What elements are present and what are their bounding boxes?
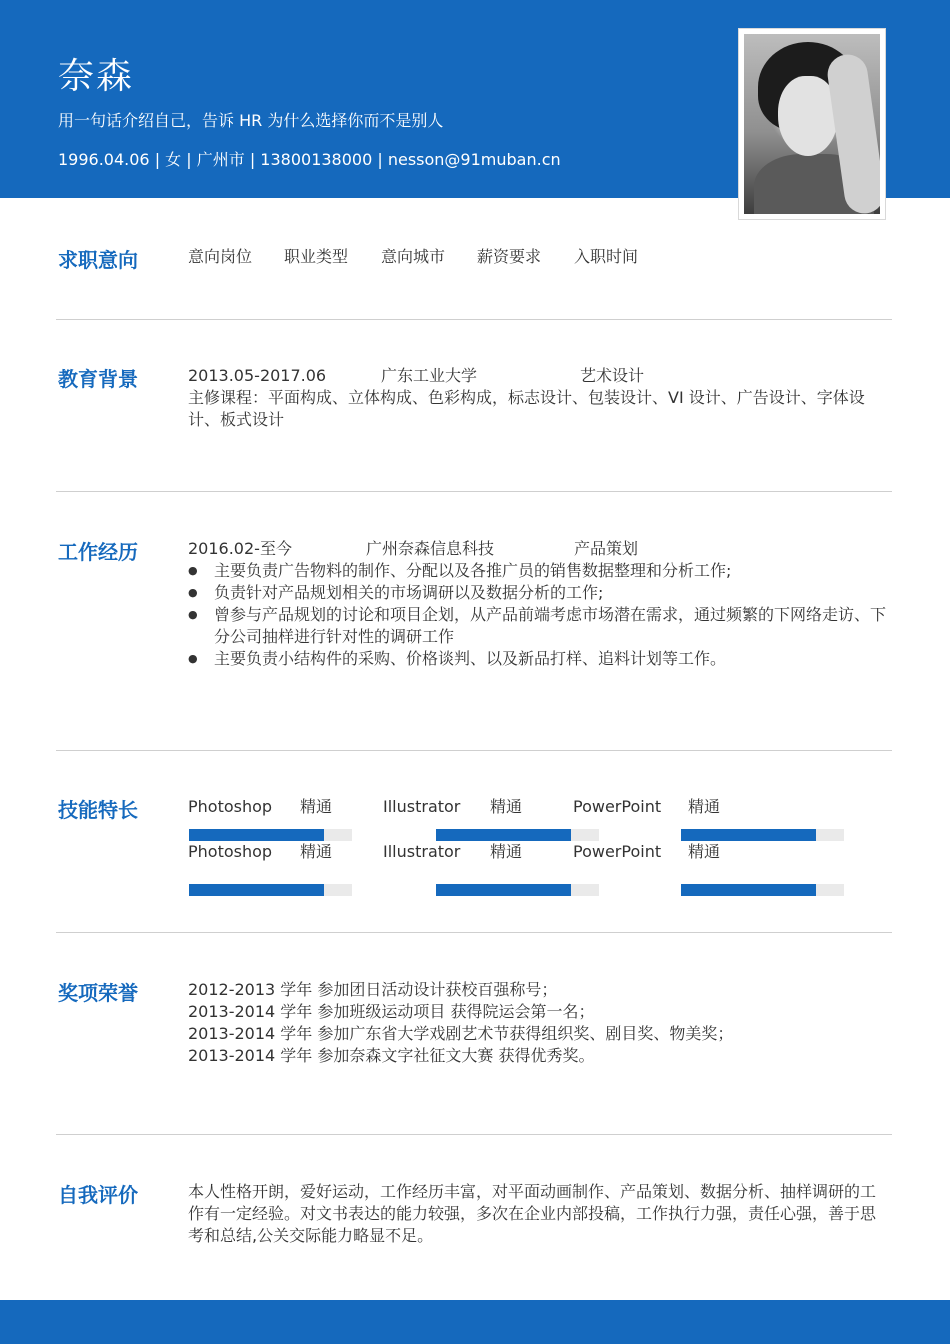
divider <box>56 1134 892 1135</box>
award-line: 2013-2014 学年 参加奈森文字社征文大赛 获得优秀奖。 <box>188 1046 595 1065</box>
candidate-name: 奈森 <box>58 56 135 97</box>
section-title-self-evaluation: 自我评价 <box>58 1183 138 1207</box>
candidate-slogan: 用一句话介绍自己，告诉 HR 为什么选择你而不是别人 <box>58 111 444 130</box>
skill-name: Illustrator <box>383 797 461 816</box>
skill-name: Photoshop <box>188 842 273 861</box>
award-line: 2013-2014 学年 参加班级运动项目 获得院运会第一名； <box>188 1002 595 1021</box>
education-period: 2013.05-2017.06 <box>188 366 327 385</box>
skill-bar <box>189 829 352 841</box>
work-duty-item: ● 曾参与产品规划的讨论和项目企划，从产品前端考虑市场潜在需求，通过频繁的下网络走访、下分公司抽样进行针对性的调研工作 <box>188 604 888 648</box>
section-title-awards: 奖项荣誉 <box>58 981 138 1005</box>
intent-type: 职业类型 <box>284 247 349 266</box>
education-school: 广东工业大学 <box>381 366 478 385</box>
profile-photo <box>738 28 886 220</box>
skill-bar <box>189 884 352 896</box>
award-line: 2013-2014 学年 参加广东省大学戏剧艺术节获得组织奖、剧目奖、物美奖； <box>188 1024 734 1043</box>
intent-salary: 薪资要求 <box>477 247 542 266</box>
skill-bar <box>436 829 599 841</box>
skill-name: Photoshop <box>188 797 273 816</box>
work-duties-list <box>188 560 888 670</box>
work-duty-item: ● 主要负责小结构件的采购、价格谈判、以及新品打样、追料计划等工作。 <box>188 648 888 670</box>
work-period: 2016.02-至今 <box>188 539 292 558</box>
work-duty-item: ● 主要负责广告物料的制作、分配以及各推广员的销售数据整理和分析工作; <box>188 560 888 582</box>
skill-level: 精通 <box>688 797 721 816</box>
contact-info: 1996.04.06 | 女 | 广州市 | 13800138000 | nesson@91muban.cn <box>58 150 561 169</box>
skill-level: 精通 <box>688 842 721 861</box>
section-title-education: 教育背景 <box>58 367 138 391</box>
intent-start-date: 入职时间 <box>574 247 639 266</box>
skill-bar <box>681 829 844 841</box>
portrait-image <box>744 34 880 214</box>
work-position: 产品策划 <box>574 539 639 558</box>
skill-bar-fill <box>436 829 571 841</box>
skill-bar-fill <box>436 884 571 896</box>
skill-bar-fill <box>189 884 324 896</box>
divider <box>56 750 892 751</box>
skill-name: PowerPoint <box>573 797 662 816</box>
skill-bar-fill <box>681 884 816 896</box>
education-major: 艺术设计 <box>580 366 645 385</box>
skill-bar-fill <box>189 829 324 841</box>
section-title-intent: 求职意向 <box>58 248 138 272</box>
skill-bar <box>681 884 844 896</box>
section-title-skills: 技能特长 <box>58 798 138 822</box>
award-line: 2012-2013 学年 参加团日活动设计获校百强称号； <box>188 980 558 999</box>
footer-banner <box>0 1300 950 1344</box>
skill-bar <box>436 884 599 896</box>
work-duty-item: ● 负责针对产品规划相关的市场调研以及数据分析的工作; <box>188 582 888 604</box>
divider <box>56 491 892 492</box>
intent-position: 意向岗位 <box>188 247 253 266</box>
divider <box>56 932 892 933</box>
intent-city: 意向城市 <box>381 247 446 266</box>
skill-level: 精通 <box>490 797 523 816</box>
skill-level: 精通 <box>300 797 333 816</box>
section-title-work: 工作经历 <box>58 540 138 564</box>
self-evaluation-text: 本人性格开朗，爱好运动，工作经历丰富，对平面动画制作、产品策划、数据分析、抽样调研的工作有一定经验。对文书表达的能力较强，多次在企业内部投稿，工作执行力强，责任心强，善于思考和总结,公关交际能力略显不足。 <box>188 1182 877 1245</box>
work-company: 广州奈森信息科技 <box>366 539 495 558</box>
skill-name: PowerPoint <box>573 842 662 861</box>
skill-level: 精通 <box>490 842 523 861</box>
skill-bar-fill <box>681 829 816 841</box>
skill-name: Illustrator <box>383 842 461 861</box>
education-courses: 主修课程：平面构成、立体构成、色彩构成，标志设计、包装设计、VI 设计、广告设计、字体设计、板式设计 <box>188 388 865 429</box>
skill-level: 精通 <box>300 842 333 861</box>
divider <box>56 319 892 320</box>
